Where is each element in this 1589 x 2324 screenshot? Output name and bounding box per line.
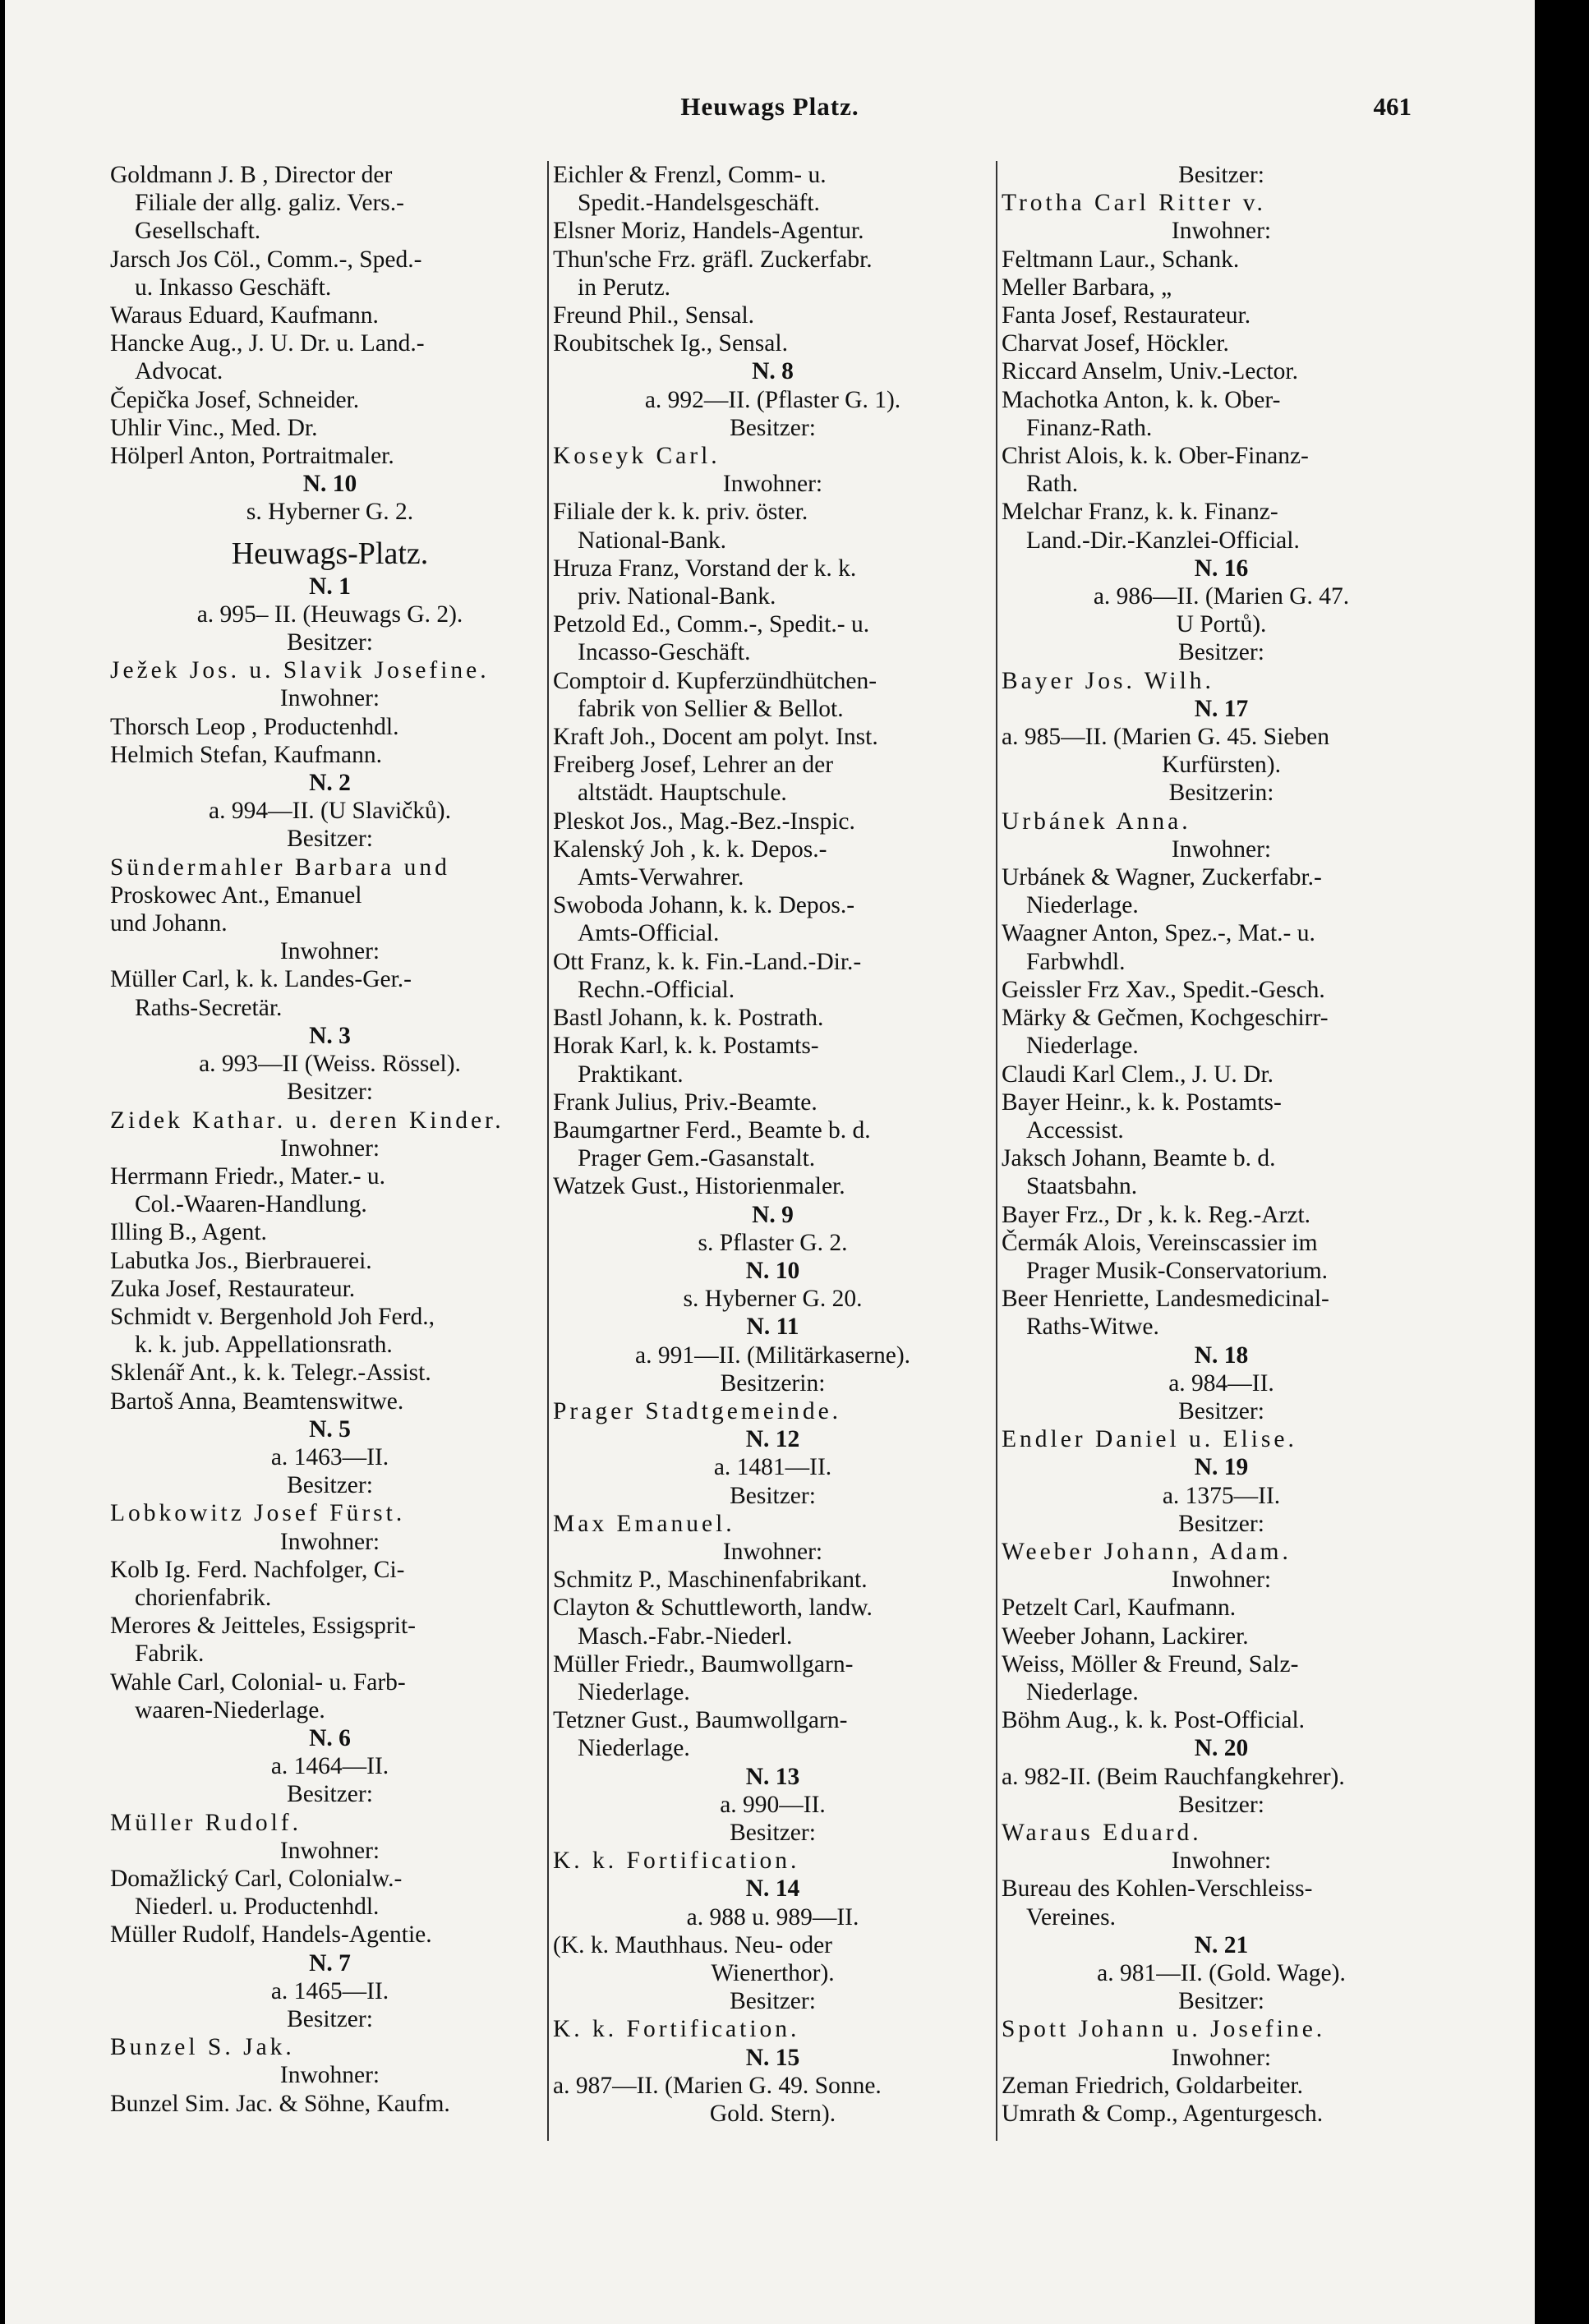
directory-line: K. k. Fortification. [553,2016,800,2043]
directory-line: a. 991—II. (Militärkaserne). [634,1341,911,1369]
house-number-heading: N. 2 [309,770,351,797]
directory-line: Zeman Friedrich, Goldarbeiter. [1002,2072,1303,2099]
directory-line: Weeber Johann, Lackirer. [1002,1622,1249,1650]
directory-line: Filiale der allg. galiz. Vers.- [135,190,404,217]
directory-line: a. 993—II (Weiss. Rössel). [199,1051,461,1078]
directory-line: Ježek Jos. u. Slavik Josefine. [110,657,490,684]
directory-line: und Johann. [110,910,228,937]
directory-line: Merores & Jeitteles, Essigsprit- [110,1613,416,1640]
column-left [110,161,550,2118]
directory-line: a. 981—II. (Gold. Wage). [1097,1960,1346,1986]
directory-line: Müller Rudolf. [110,1809,302,1836]
directory-line: Inwohner: [1171,1848,1272,1875]
house-number-heading: N. 13 [745,1763,800,1790]
directory-line: Weeber Johann, Adam. [1002,1538,1292,1565]
directory-line: Uhlir Vinc., Med. Dr. [110,414,318,441]
directory-line: a. 995– II. (Heuwags G. 2). [196,601,463,628]
directory-line: Illing B., Agent. [110,1219,267,1246]
directory-line: Herrmann Friedr., Mater.- u. [110,1162,386,1190]
directory-line: Eichler & Frenzl, Comm- u. [553,162,827,188]
directory-line: Inwohner: [279,1837,380,1864]
house-number-heading: N. 15 [745,2044,800,2071]
directory-line: Hruza Franz, Vorstand der k. k. [553,555,857,582]
directory-line: Besitzer: [730,414,816,441]
directory-line: K. k. Fortification. [553,1848,800,1875]
directory-line: Besitzer: [287,1781,373,1808]
directory-line: Besitzerin: [1168,780,1274,807]
directory-line: Wahle Carl, Colonial- u. Farb- [110,1668,406,1696]
directory-line: Inwohner: [722,1538,823,1565]
house-number-heading: N. 10 [745,1257,800,1284]
directory-line: Müller Rudolf, Handels-Agentie. [110,1921,432,1949]
house-number-heading: N. 12 [745,1426,800,1453]
running-head: Heuwags Platz. [680,92,859,121]
directory-line: Swoboda Johann, k. k. Depos.- [553,892,855,919]
directory-line: Weiss, Möller & Freund, Salz- [1002,1650,1299,1677]
directory-line: Finanz-Rath. [1026,414,1153,441]
directory-line: Hölperl Anton, Portraitmaler. [110,443,394,470]
directory-line: Roubitschek Ig., Sensal. [553,330,788,357]
directory-line: Inwohner: [279,2062,380,2089]
directory-line: Kolb Ig. Ferd. Nachfolger, Ci- [110,1556,405,1583]
directory-line: (K. k. Mauthhaus. Neu- oder [553,1931,832,1958]
directory-line: Vereines. [1026,1903,1116,1931]
house-number-heading: N. 18 [1194,1341,1249,1369]
house-number-heading: N. 9 [752,1201,794,1228]
directory-line: Besitzer: [1178,1510,1264,1537]
directory-line: Spedit.-Handelsgeschäft. [578,190,820,217]
directory-line: chorienfabrik. [135,1584,272,1611]
directory-line: Bunzel Sim. Jac. & Söhne, Kaufm. [110,2090,450,2117]
directory-line: a. 1465—II. [270,1977,389,2004]
directory-line: Charvat Josef, Höckler. [1002,330,1229,357]
directory-line: Niederl. u. Productenhdl. [135,1894,380,1921]
directory-line: Besitzer: [287,826,373,853]
directory-line: Trotha Carl Ritter v. [1002,190,1266,217]
directory-line: Amts-Verwahrer. [578,864,744,891]
directory-line: Petzelt Carl, Kaufmann. [1002,1595,1237,1622]
directory-line: Inwohner: [279,1528,380,1555]
directory-line: Besitzer: [287,1472,373,1499]
directory-line: Elsner Moriz, Handels-Agentur. [553,218,864,245]
directory-line: Besitzer: [730,1482,816,1509]
directory-line: Thun'sche Frz. gräfl. Zuckerfabr. [553,246,873,273]
directory-line: Niederlage. [1026,1678,1139,1705]
directory-line: Frank Julius, Priv.-Beamte. [553,1088,818,1116]
directory-line: Filiale der k. k. priv. öster. [553,499,808,526]
directory-line: a. 990—II. [720,1791,826,1818]
directory-line: Machotka Anton, k. k. Ober- [1002,386,1281,413]
book-page [5,0,1535,2324]
directory-line: a. 1481—II. [713,1454,832,1481]
directory-line: Ott Franz, k. k. Fin.-Land.-Dir.- [553,948,862,975]
directory-line: Lobkowitz Josef Fürst. [110,1500,406,1527]
directory-line: Incasso-Geschäft. [578,639,751,666]
directory-line: Jaksch Johann, Beamte b. d. [1002,1145,1276,1172]
directory-line: Sündermahler Barbara und [110,854,450,881]
house-number-heading: N. 17 [1194,695,1249,722]
directory-line: Urbánek & Wagner, Zuckerfabr.- [1002,864,1322,891]
directory-line: a. 984—II. [1168,1369,1274,1397]
directory-line: a. 1463—II. [270,1443,389,1470]
directory-line: Christ Alois, k. k. Ober-Finanz- [1002,443,1309,470]
directory-line: Proskowec Ant., Emanuel [110,881,362,909]
house-number-heading: N. 10 [302,471,357,498]
directory-line: Bayer Frz., Dr , k. k. Reg.-Arzt. [1002,1201,1311,1228]
directory-line: Fanta Josef, Restaurateur. [1002,302,1251,329]
directory-line: Geissler Frz Xav., Spedit.-Gesch. [1002,976,1325,1003]
directory-line: Inwohner: [279,938,380,965]
house-number-heading: N. 21 [1194,1931,1249,1958]
house-number-heading: N. 6 [309,1724,351,1751]
directory-line: Böhm Aug., k. k. Post-Official. [1002,1707,1306,1734]
directory-line: Advocat. [135,358,223,385]
directory-line: Raths-Secretär. [135,994,283,1021]
column-divider [547,161,549,2141]
directory-line: Rath. [1026,471,1079,498]
directory-line: Besitzerin: [720,1369,826,1397]
directory-line: priv. National-Bank. [578,583,776,610]
directory-line: Inwohner: [279,1134,380,1162]
directory-line: Praktikant. [578,1061,684,1088]
directory-line: Watzek Gust., Historienmaler. [553,1173,845,1200]
directory-line: Freiberg Josef, Lehrer an der [553,752,834,779]
directory-line: k. k. jub. Appellationsrath. [135,1332,393,1359]
directory-line: Clayton & Schuttleworth, landw. [553,1595,873,1622]
directory-line: a. 1464—II. [270,1753,389,1780]
house-number-heading: N. 11 [746,1314,799,1341]
house-number-heading: N. 7 [309,1949,351,1977]
directory-line: Besitzer: [287,629,373,656]
directory-line: a. 982-II. (Beim Rauchfangkehrer). [1002,1763,1345,1790]
house-number-heading: N. 1 [309,573,351,600]
directory-line: Zuka Josef, Restaurateur. [110,1275,356,1302]
directory-line: Amts-Official. [578,920,720,947]
directory-line: Besitzer: [730,1819,816,1846]
directory-line: Freund Phil., Sensal. [553,302,755,329]
directory-line: Fabrik. [135,1641,205,1668]
directory-line: Bastl Johann, k. k. Postrath. [553,1005,824,1032]
house-number-heading: N. 3 [309,1022,351,1049]
directory-line: Sklenář Ant., k. k. Telegr.-Assist. [110,1360,431,1387]
directory-line: Inwohner: [1171,1567,1272,1594]
directory-line: Inwohner: [1171,218,1272,245]
directory-line: Spott Johann u. Josefine. [1002,2016,1326,2043]
directory-line: Besitzer: [1178,162,1264,188]
house-number-heading: N. 20 [1194,1735,1249,1762]
directory-line: Besitzer: [1178,1397,1264,1424]
directory-line: altstädt. Hauptschule. [578,780,787,807]
column-middle [553,161,993,2128]
directory-line: Masch.-Fabr.-Niederl. [578,1622,793,1650]
directory-line: Jarsch Jos Cöl., Comm.-, Sped.- [110,246,422,273]
directory-line: a. 985—II. (Marien G. 45. Sieben [1002,724,1329,751]
column-right [1002,161,1441,2128]
directory-line: s. Hyberner G. 2. [246,499,414,526]
directory-line: Farbwhdl. [1026,948,1126,975]
directory-line: waaren-Niederlage. [135,1696,325,1723]
directory-line: in Perutz. [578,274,671,301]
directory-line: Accessist. [1026,1116,1124,1144]
directory-line: Bayer Heinr., k. k. Postamts- [1002,1088,1282,1116]
house-number-heading: N. 16 [1194,555,1249,582]
directory-line: Bunzel S. Jak. [110,2034,295,2061]
directory-line: Meller Barbara, „ [1002,274,1172,301]
house-number-heading: N. 19 [1194,1454,1249,1481]
directory-line: Besitzer: [287,2006,373,2032]
directory-line: Čepička Josef, Schneider. [110,386,360,413]
directory-line: Feltmann Laur., Schank. [1002,246,1240,273]
directory-line: Schmidt v. Bergenhold Joh Ferd., [110,1303,435,1330]
directory-line: Müller Carl, k. k. Landes-Ger.- [110,966,412,993]
directory-line: Bureau des Kohlen-Verschleiss- [1002,1875,1313,1903]
directory-line: Waagner Anton, Spez.-, Mat.- u. [1002,920,1315,947]
directory-line: National-Bank. [578,527,727,554]
directory-line: Waraus Eduard, Kaufmann. [110,302,379,329]
directory-line: Schmitz P., Maschinenfabrikant. [553,1567,868,1594]
directory-line: Waraus Eduard. [1002,1819,1202,1846]
directory-line: Inwohner: [722,471,823,498]
directory-line: Niederlage. [1026,1033,1139,1060]
directory-line: Gold. Stern). [709,2101,836,2128]
directory-line: Inwohner: [1171,835,1272,863]
directory-line: Gesellschaft. [135,218,261,245]
directory-line: Rechn.-Official. [578,976,735,1003]
directory-line: a. 986—II. (Marien G. 47. [1093,583,1350,610]
directory-line: a. 1375—II. [1162,1482,1281,1509]
directory-line: Kalenský Joh , k. k. Depos.- [553,835,827,863]
directory-line: Horak Karl, k. k. Postamts- [553,1033,819,1060]
directory-line: Pleskot Jos., Mag.-Bez.-Inspic. [553,808,855,835]
directory-line: Riccard Anselm, Univ.-Lector. [1002,358,1299,385]
directory-line: a. 987—II. (Marien G. 49. Sonne. [553,2072,882,2099]
directory-line: Labutka Jos., Bierbrauerei. [110,1247,372,1274]
directory-line: Col.-Waaren-Handlung. [135,1191,367,1218]
directory-line: Besitzer: [1178,639,1264,666]
directory-line: Comptoir d. Kupferzündhütchen- [553,667,877,694]
page-header [5,92,1535,133]
directory-line: Helmich Stefan, Kaufmann. [110,741,382,768]
directory-line: Petzold Ed., Comm.-, Spedit.- u. [553,611,870,638]
house-number-heading: N. 5 [309,1415,351,1443]
directory-line: s. Hyberner G. 20. [683,1286,863,1313]
column-divider [996,161,997,2141]
directory-line: Prager Gem.-Gasanstalt. [578,1145,816,1172]
directory-line: Tetzner Gust., Baumwollgarn- [553,1707,848,1734]
directory-line: Hancke Aug., J. U. Dr. u. Land.- [110,330,425,357]
directory-line: Inwohner: [279,685,380,712]
directory-line: a. 992—II. (Pflaster G. 1). [644,386,901,413]
directory-line: Kurfürsten). [1162,752,1281,779]
directory-line: U Portů). [1176,611,1267,638]
directory-line: Prager Musik-Conservatorium. [1026,1257,1329,1284]
directory-line: Claudi Karl Clem., J. U. Dr. [1002,1061,1274,1088]
directory-line: Staatsbahn. [1026,1173,1138,1200]
directory-line: Beer Henriette, Landesmedicinal- [1002,1286,1329,1313]
directory-line: Besitzer: [1178,1791,1264,1818]
directory-line: Müller Friedr., Baumwollgarn- [553,1650,854,1677]
directory-line: Märky & Gečmen, Kochgeschirr- [1002,1005,1329,1032]
directory-line: Land.-Dir.-Kanzlei-Official. [1026,527,1300,554]
directory-line: Domažlický Carl, Colonialw.- [110,1865,403,1892]
directory-line: Heuwags-Platz. [231,536,429,571]
directory-line: Endler Daniel u. Elise. [1002,1426,1297,1453]
house-number-heading: N. 14 [745,1875,800,1903]
directory-line: Besitzer: [730,1988,816,2015]
directory-line: Niederlage. [578,1735,690,1762]
directory-line: Niederlage. [1026,892,1139,919]
directory-line: Besitzer: [1178,1988,1264,2015]
directory-line: a. 988 u. 989—II. [686,1903,859,1931]
page-number: 461 [1373,92,1412,121]
directory-line: s. Pflaster G. 2. [698,1229,848,1256]
directory-line: Bartoš Anna, Beamtenswitwe. [110,1387,404,1415]
directory-line: Melchar Franz, k. k. Finanz- [1002,499,1278,526]
directory-line: u. Inkasso Geschäft. [135,274,332,301]
directory-line: fabrik von Sellier & Bellot. [578,695,844,722]
directory-line: Max Emanuel. [553,1510,735,1537]
directory-line: Goldmann J. B , Director der [110,162,393,188]
directory-line: Thorsch Leop , Productenhdl. [110,713,399,740]
directory-line: Wienerthor). [711,1960,835,1986]
directory-line: Zidek Kathar. u. deren Kinder. [110,1107,504,1134]
directory-line: Bayer Jos. Wilh. [1002,667,1214,694]
directory-line: Urbánek Anna. [1002,808,1191,835]
directory-line: Besitzer: [287,1079,373,1106]
directory-line: Koseyk Carl. [553,443,721,470]
directory-line: Prager Stadtgemeinde. [553,1397,842,1424]
directory-line: a. 994—II. (U Slavičků). [209,798,451,825]
house-number-heading: N. 8 [752,358,794,385]
directory-line: Niederlage. [578,1678,690,1705]
directory-line: Raths-Witwe. [1026,1314,1159,1341]
directory-line: Baumgartner Ferd., Beamte b. d. [553,1116,871,1144]
directory-line: Kraft Joh., Docent am polyt. Inst. [553,724,878,751]
directory-line: Inwohner: [1171,2044,1272,2071]
directory-line: Čermák Alois, Vereinscassier im [1002,1229,1318,1256]
directory-line: Umrath & Comp., Agenturgesch. [1002,2101,1324,2128]
